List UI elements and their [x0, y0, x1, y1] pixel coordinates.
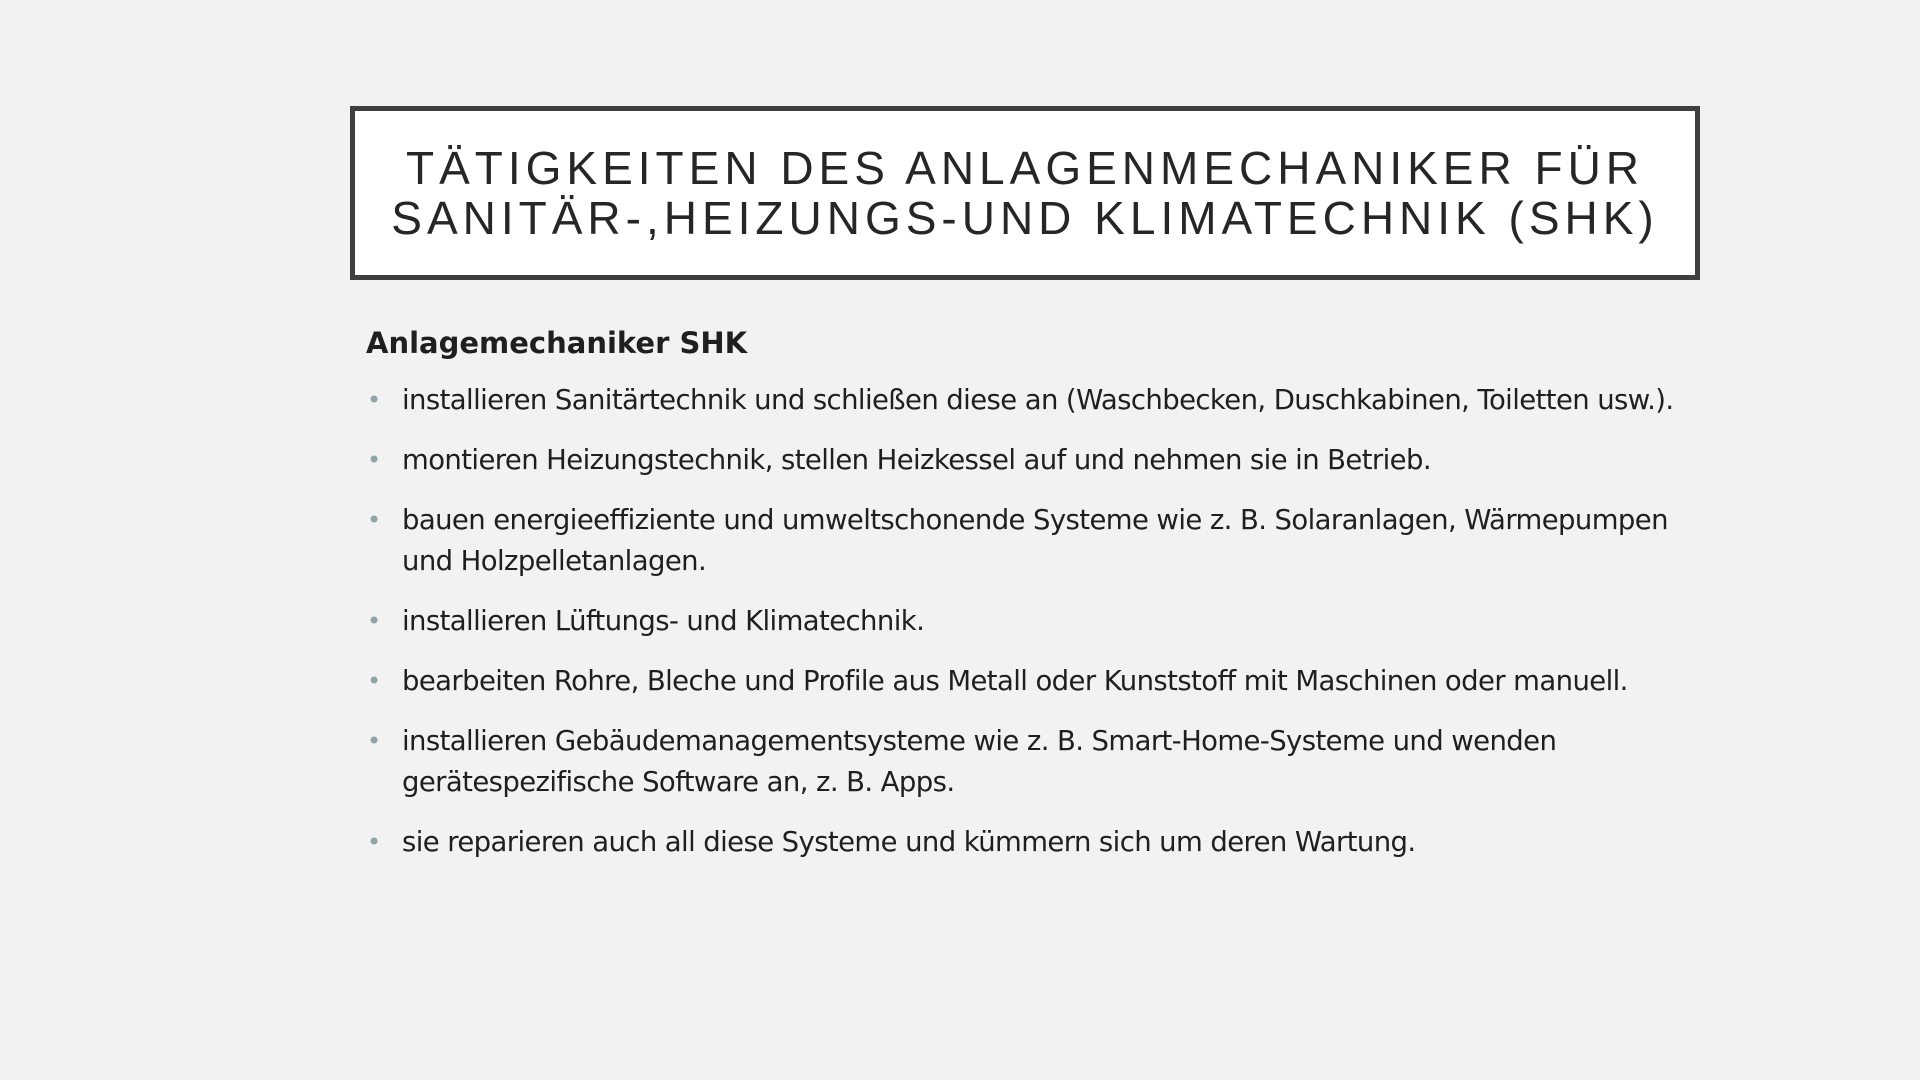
- bullet-dot-icon: •: [367, 828, 381, 856]
- bullet-item: [366, 440, 1696, 481]
- subtitle: Anlagemechaniker SHK: [366, 326, 748, 360]
- bullet-item: [366, 661, 1696, 702]
- bullet-item: [366, 721, 1696, 803]
- bullet-dot-icon: •: [367, 446, 381, 474]
- bullet-text: installieren Gebäudemanagementsysteme wie z. B. Smart-Home-Systeme und wenden gerätespezifische Software an, z. B. Apps.: [402, 725, 1557, 798]
- title-line-2: SANITÄR-,HEIZUNGS-UND KLIMATECHNIK (SHK): [391, 192, 1659, 244]
- bullet-text: sie reparieren auch all diese Systeme und kümmern sich um deren Wartung.: [402, 826, 1416, 858]
- bullet-item: [366, 380, 1696, 421]
- bullet-text: installieren Sanitärtechnik und schließen diese an (Waschbecken, Duschkabinen, Toiletten usw.).: [402, 384, 1674, 416]
- bullet-dot-icon: •: [367, 607, 381, 635]
- bullet-text: bearbeiten Rohre, Bleche und Profile aus Metall oder Kunststoff mit Maschinen oder manuell.: [402, 665, 1628, 697]
- bullet-list: [366, 380, 1696, 863]
- title-line-1: TÄTIGKEITEN DES ANLAGENMECHANIKER FÜR: [405, 142, 1645, 194]
- bullet-dot-icon: •: [367, 667, 381, 695]
- bullet-item: [366, 601, 1696, 642]
- bullet-dot-icon: •: [367, 727, 381, 755]
- bullet-dot-icon: •: [367, 506, 381, 534]
- bullet-text: montieren Heizungstechnik, stellen Heizkessel auf und nehmen sie in Betrieb.: [402, 444, 1431, 476]
- bullet-item: [366, 500, 1696, 582]
- bullet-text: bauen energieeffiziente und umweltschonende Systeme wie z. B. Solaranlagen, Wärmepumpen und Holzpelletanlagen.: [402, 504, 1668, 577]
- bullet-item: [366, 822, 1696, 863]
- bullet-text: installieren Lüftungs- und Klimatechnik.: [402, 605, 925, 637]
- content-area: [366, 322, 1696, 882]
- bullet-dot-icon: •: [367, 386, 381, 414]
- title-box: [350, 106, 1700, 280]
